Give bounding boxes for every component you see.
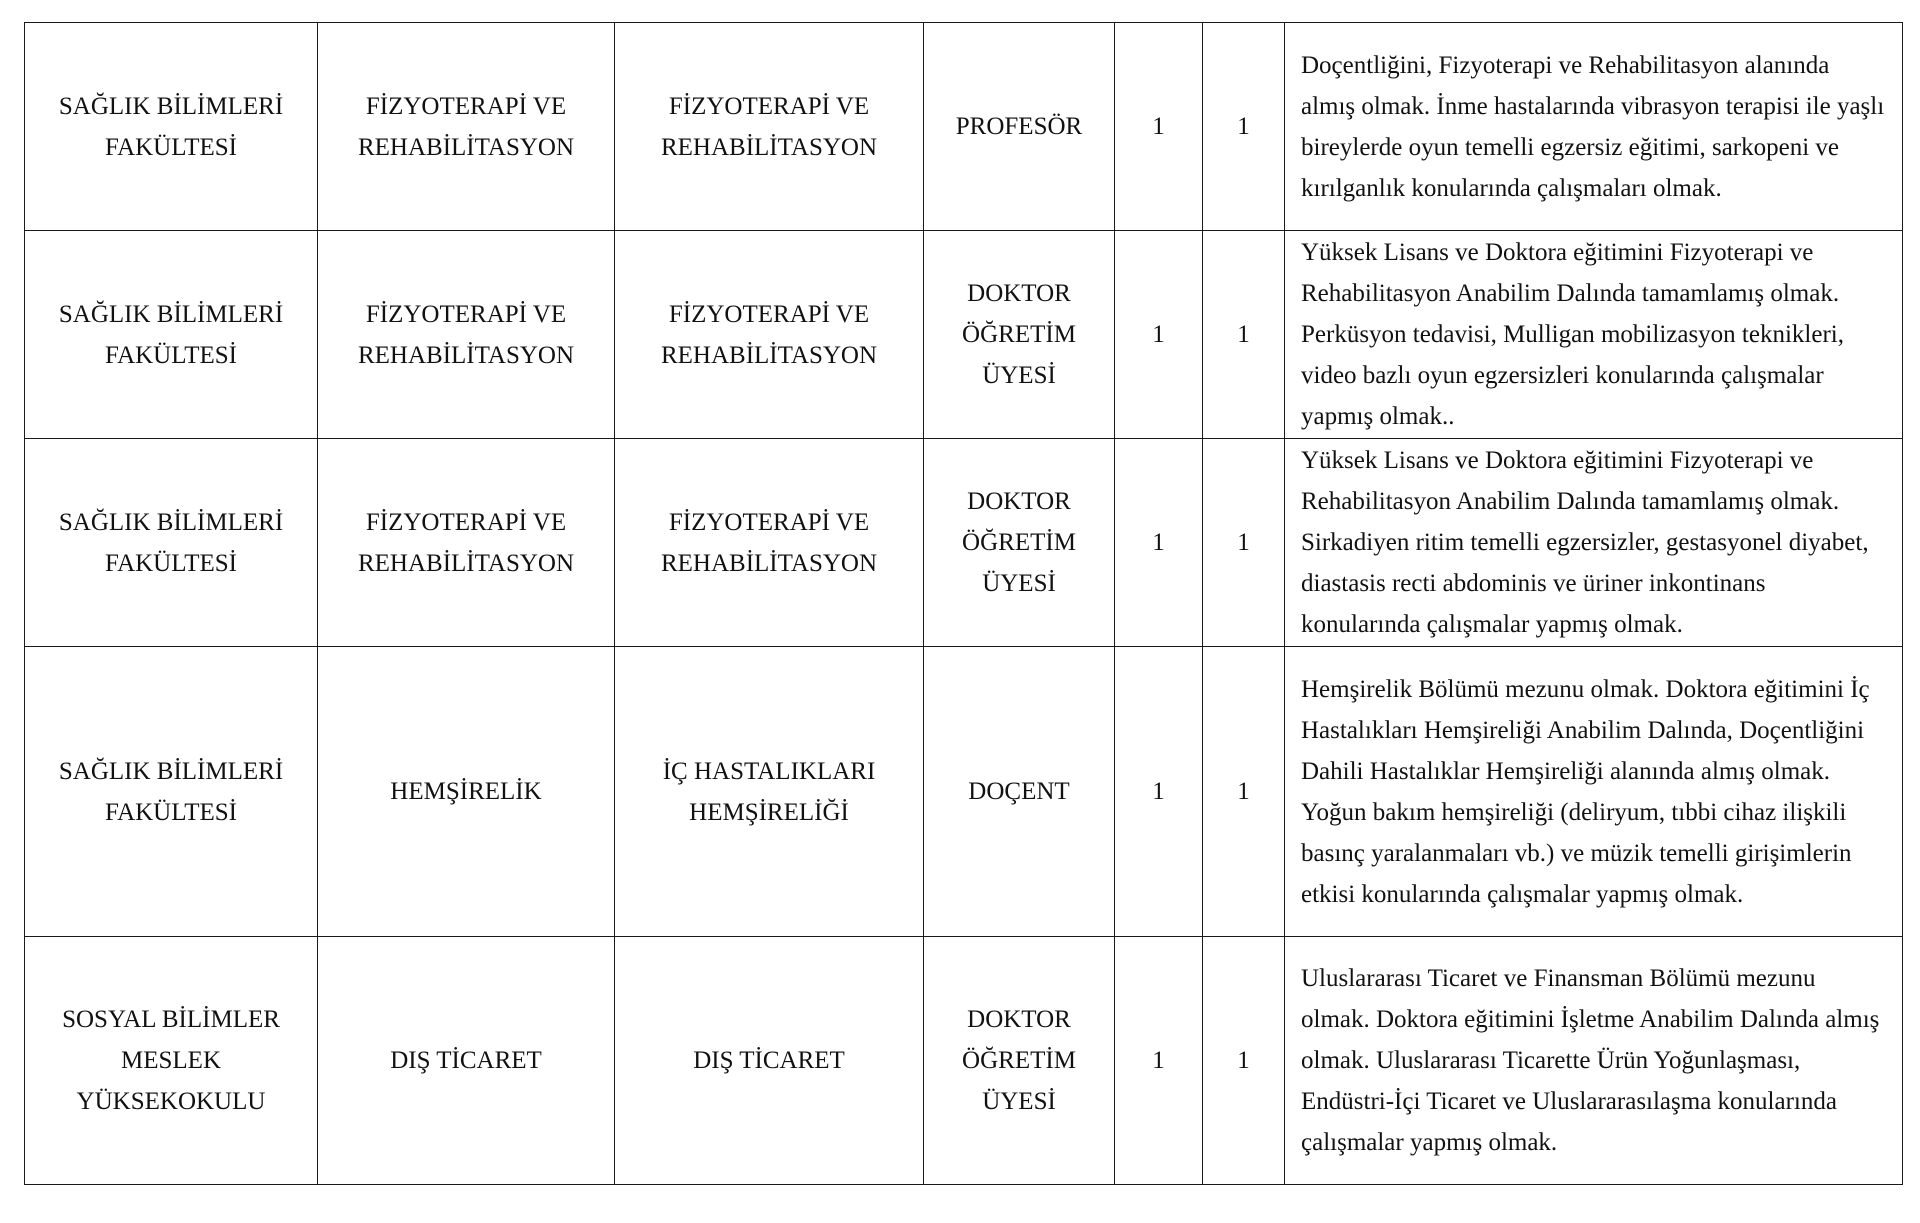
title-cell — [924, 23, 1115, 231]
department-text: DIŞ TİCARET — [390, 1047, 542, 1074]
count-text: 1 — [1237, 321, 1250, 348]
count-cell — [1203, 647, 1285, 937]
unit-text: SOSYAL BİLİMLER MESLEK YÜKSEKOKULU — [62, 1006, 280, 1115]
unit-text: SAĞLIK BİLİMLERİ FAKÜLTESİ — [58, 92, 284, 161]
unit-cell — [25, 439, 318, 647]
count-cell — [1203, 23, 1285, 231]
department-cell — [318, 439, 615, 647]
table-row — [25, 231, 1903, 439]
unit-cell — [25, 937, 318, 1185]
degree-text: 1 — [1152, 321, 1165, 348]
count-cell — [1203, 937, 1285, 1185]
count-cell — [1203, 439, 1285, 647]
degree-text: 1 — [1152, 778, 1165, 805]
job-listing-table — [24, 22, 1903, 1185]
title-text: PROFESÖR — [955, 113, 1083, 140]
program-text: FİZYOTERAPİ VE REHABİLİTASYON — [660, 300, 878, 369]
count-text: 1 — [1237, 1047, 1250, 1074]
title-text: DOKTOR ÖĞRETİM ÜYESİ — [962, 488, 1076, 597]
title-cell — [924, 231, 1115, 439]
degree-cell — [1115, 647, 1203, 937]
department-text: FİZYOTERAPİ VE REHABİLİTASYON — [357, 300, 575, 369]
program-cell — [615, 439, 924, 647]
requirements-text: Doçentliğini, Fizyoterapi ve Rehabilitasyon alanında almış olmak. İnme hastalarında vibrasyon terapisi ile yaşlı bireylerde oyun temelli egzersiz eğitimi, sarkopeni ve kırılganlık konularında çalışmaları olmak. — [1301, 51, 1885, 202]
unit-cell — [25, 647, 318, 937]
table-row — [25, 23, 1903, 231]
department-cell — [318, 23, 615, 231]
department-text: HEMŞİRELİK — [390, 778, 542, 805]
requirements-text: Yüksek Lisans ve Doktora eğitimini Fizyoterapi ve Rehabilitasyon Anabilim Dalında tamamlamış olmak. Sirkadiyen ritim temelli egzersizler, gestasyonel diyabet, diastasis recti abdominis ve üriner inkontinans konularında çalışmalar yapmış olmak. — [1301, 447, 1869, 638]
count-cell — [1203, 231, 1285, 439]
degree-cell — [1115, 23, 1203, 231]
table-row — [25, 439, 1903, 647]
requirements-text: Uluslararası Ticaret ve Finansman Bölümü mezunu olmak. Doktora eğitimini İşletme Anabilim Dalında almış olmak. Uluslararası Ticarette Ürün Yoğunlaşması, Endüstri-İçi Ticaret ve Uluslararasılaşma konularında çalışmalar yapmış olmak. — [1301, 965, 1880, 1156]
department-cell — [318, 231, 615, 439]
table-row — [25, 647, 1903, 937]
requirements-text: Yüksek Lisans ve Doktora eğitimini Fizyoterapi ve Rehabilitasyon Anabilim Dalında tamamlamış olmak. Perküsyon tedavisi, Mulligan mobilizasyon teknikleri, video bazlı oyun egzersizleri konularında çalışmalar yapmış olmak.. — [1301, 239, 1844, 430]
unit-cell — [25, 23, 318, 231]
degree-text: 1 — [1152, 1047, 1165, 1074]
department-cell — [318, 937, 615, 1185]
requirements-cell — [1285, 937, 1903, 1185]
unit-text: SAĞLIK BİLİMLERİ FAKÜLTESİ — [58, 300, 284, 369]
program-text: FİZYOTERAPİ VE REHABİLİTASYON — [660, 508, 878, 577]
table-row — [25, 937, 1903, 1185]
degree-text: 1 — [1152, 529, 1165, 556]
title-cell — [924, 937, 1115, 1185]
unit-text: SAĞLIK BİLİMLERİ FAKÜLTESİ — [58, 508, 284, 577]
program-cell — [615, 23, 924, 231]
program-cell — [615, 231, 924, 439]
title-text: DOKTOR ÖĞRETİM ÜYESİ — [962, 1006, 1076, 1115]
department-text: FİZYOTERAPİ VE REHABİLİTASYON — [357, 508, 575, 577]
title-text: DOKTOR ÖĞRETİM ÜYESİ — [962, 280, 1076, 389]
count-text: 1 — [1237, 113, 1250, 140]
requirements-cell — [1285, 439, 1903, 647]
unit-cell — [25, 231, 318, 439]
department-text: FİZYOTERAPİ VE REHABİLİTASYON — [357, 92, 575, 161]
requirements-cell — [1285, 647, 1903, 937]
department-cell — [318, 647, 615, 937]
count-text: 1 — [1237, 778, 1250, 805]
program-cell — [615, 647, 924, 937]
degree-cell — [1115, 231, 1203, 439]
unit-text: SAĞLIK BİLİMLERİ FAKÜLTESİ — [58, 757, 284, 826]
requirements-cell — [1285, 231, 1903, 439]
count-text: 1 — [1237, 529, 1250, 556]
program-text: FİZYOTERAPİ VE REHABİLİTASYON — [660, 92, 878, 161]
degree-cell — [1115, 937, 1203, 1185]
title-cell — [924, 647, 1115, 937]
title-text: DOÇENT — [968, 778, 1070, 805]
requirements-text: Hemşirelik Bölümü mezunu olmak. Doktora eğitimini İç Hastalıkları Hemşireliği Anabilim Dalında, Doçentliğini Dahili Hastalıklar Hemşireliği alanında almış olmak. Yoğun bakım hemşireliği (deliryum, tıbbi cihaz ilişkili basınç yaralanmaları vb.) ve müzik temelli girişimlerin etkisi konularında çalışmalar yapmış olmak. — [1301, 675, 1870, 908]
program-cell — [615, 937, 924, 1185]
program-text: İÇ HASTALIKLARI HEMŞİRELİĞİ — [662, 757, 876, 826]
title-cell — [924, 439, 1115, 647]
degree-text: 1 — [1152, 113, 1165, 140]
degree-cell — [1115, 439, 1203, 647]
requirements-cell — [1285, 23, 1903, 231]
program-text: DIŞ TİCARET — [693, 1047, 845, 1074]
